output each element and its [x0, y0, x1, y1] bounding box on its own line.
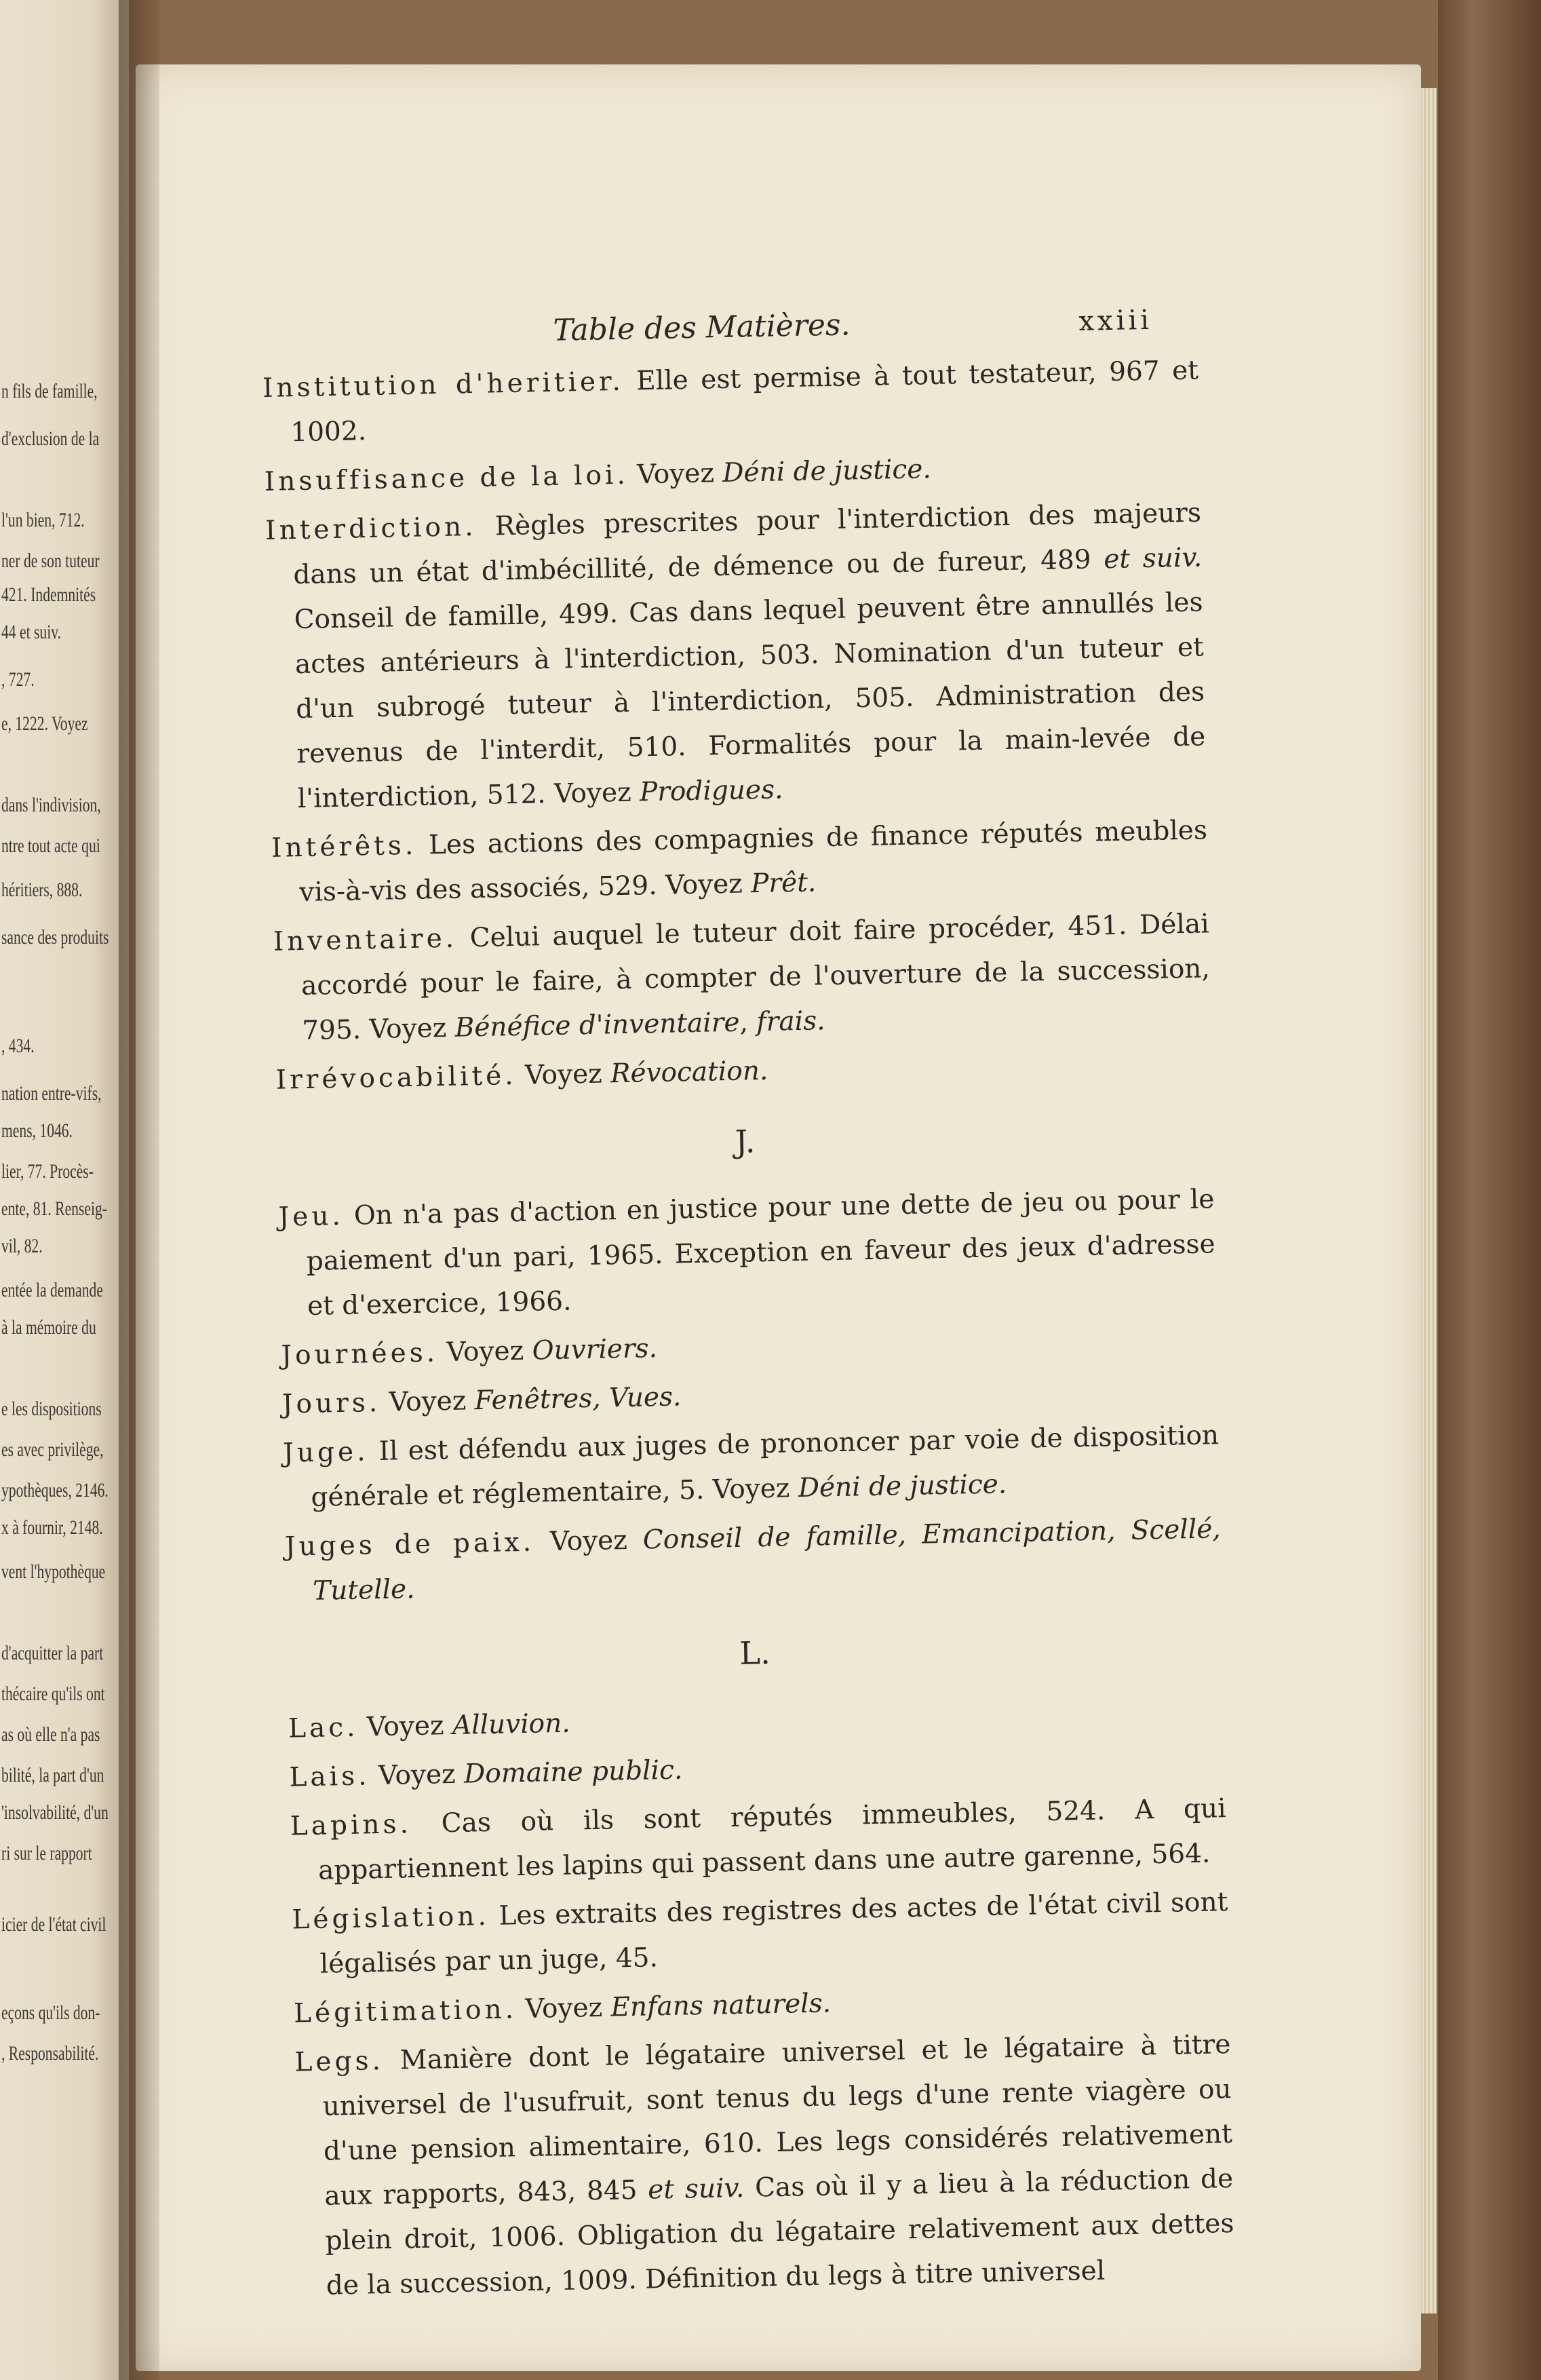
facing-page-line: ner de son tuteur: [1, 550, 100, 572]
entry-headword: Intérêts.: [271, 830, 417, 864]
page-content: [261, 294, 1235, 2314]
entry-text: Voyez: [516, 1992, 611, 2025]
entry-headword: Legs.: [294, 2046, 385, 2078]
index-entry: [265, 491, 1207, 822]
facing-page-line: thécaire qu'ils ont: [1, 1683, 105, 1705]
entry-text: Celui auquel le tuteur doit faire procéder, 451. Délai accordé pour le faire, à compter de l'ouverture de la succession, 795. Voyez: [300, 908, 1211, 1047]
entry-text: Il est défendu aux juges de prononcer par voie de disposition générale et réglementaire, 5. Voyez: [311, 1420, 1220, 1513]
facing-page-line: e, 1222. Voyez: [1, 712, 88, 735]
cross-reference: Ouvriers.: [532, 1333, 658, 1366]
entry-headword: Jeu.: [278, 1200, 345, 1233]
facing-page-line: x à fournir, 2148.: [1, 1516, 103, 1539]
entry-headword: Interdiction.: [265, 511, 477, 546]
entry-text: Voyez: [628, 457, 723, 491]
facing-page-line: bilité, la part d'un: [1, 1764, 104, 1786]
facing-page-line: as où elle n'a pas: [1, 1723, 100, 1746]
facing-page-line: vent l'hypothèque: [1, 1560, 106, 1583]
facing-page-line: ri sur le rapport: [1, 1842, 92, 1864]
facing-page-line: l'un bien, 712.: [1, 509, 85, 531]
facing-page-line: , 727.: [1, 668, 35, 691]
entry-text: ,: [739, 1007, 757, 1038]
cross-reference: et suiv.: [1103, 542, 1203, 575]
entry-headword: Légitimation.: [293, 1994, 518, 2029]
entry-text: Elle est permise à tout testateur, 967 et 1002.: [290, 355, 1199, 448]
facing-page-line: lier, 77. Procès-: [1, 1160, 94, 1183]
entry-text: Manière dont le légataire universel et le légataire à titre universel de l'usufruit, sont tenus du legs d'une rente viagère ou d'une pension alimentaire, 610. Les legs considérés relativement aux rapports, 843, 845: [322, 2029, 1233, 2212]
facing-page-line: ypothèques, 2146.: [1, 1479, 109, 1501]
entry-headword: Irrévocabilité.: [275, 1060, 518, 1096]
entry-text: Voyez: [437, 1335, 533, 1368]
facing-page-line: d'exclusion de la: [1, 427, 100, 450]
cross-reference: Révocation.: [610, 1055, 768, 1090]
facing-page-line: mens, 1046.: [1, 1119, 73, 1142]
page-number: xxiii: [1078, 304, 1153, 337]
facing-page-line: 44 et suiv.: [1, 621, 61, 643]
entry-text: Règles prescrites pour l'interdiction des majeurs dans un état d'imbécillité, de démence ou de fureur, 489: [293, 497, 1202, 591]
entry-headword: Journées.: [281, 1337, 439, 1371]
facing-page-line: nation entre-vifs,: [1, 1082, 102, 1105]
entry-text: On n'a pas d'action en justice pour une dette de jeu ou pour le paiement d'un pari, 1965. Exception en faveur des jeux d'adresse et d'exercice, 1966.: [306, 1184, 1216, 1322]
index-entry: [262, 348, 1200, 455]
facing-page-line: e les dispositions: [1, 1398, 102, 1420]
entry-headword: Jours.: [281, 1387, 381, 1420]
index-entry: [283, 1413, 1220, 1520]
entry-text: Cas où ils sont réputés immeubles, 524. A qui appartiennent les lapins qui passent dans une autre garenne, 564.: [317, 1793, 1227, 1886]
cross-reference: Déni de justice.: [798, 1469, 1007, 1504]
facing-page-line: vil, 82.: [1, 1235, 43, 1257]
entry-headword: Lac.: [288, 1712, 359, 1744]
entry-text: Voyez: [380, 1385, 475, 1418]
facing-page-line: d'acquitter la part: [1, 1642, 104, 1664]
facing-page-line: entée la demande: [1, 1279, 103, 1301]
entry-text: Voyez: [370, 1759, 465, 1792]
cross-reference: et suiv.: [647, 2172, 745, 2206]
running-title: Table des Matières.: [553, 307, 851, 348]
section-letter: J.: [735, 1123, 756, 1160]
index-entry: [290, 1786, 1227, 1894]
facing-page-line: n fils de famille,: [1, 380, 98, 402]
cross-reference: Bénéfice d'inventaire: [454, 1007, 740, 1043]
facing-page-line: dans l'indivision,: [1, 794, 101, 816]
entry-text: Conseil de famille, 499. Cas dans lequel peuvent être annullés les actes antérieurs à l'interdiction, 503. Nomination d'un tuteur et d'un subrogé tuteur à l'interdiction, 505. Administration des revenus de l'interdit, 510. Formalités pour la main-levée de l'interdiction, 512. Voyez: [294, 587, 1206, 815]
entry-text: Les actions des compagnies de finance réputés meubles vis-à-vis des associés, 529. Voyez: [299, 815, 1208, 908]
entry-text: Les extraits des registres des actes de l'état civil sont légalisés par un juge, 45.: [319, 1887, 1228, 1980]
cross-reference: Domaine public.: [463, 1754, 683, 1790]
entry-headword: Législation.: [292, 1900, 490, 1936]
cross-reference: frais.: [756, 1005, 825, 1038]
gutter-shadow: [119, 0, 159, 2380]
index-entry: [292, 1880, 1229, 1987]
index-body: [262, 348, 1236, 2309]
facing-page-line: eçons qu'ils don-: [1, 2001, 100, 2024]
entry-headword: Juge.: [282, 1436, 369, 1469]
index-entry: [273, 902, 1211, 1054]
cross-reference: Prêt.: [750, 867, 817, 900]
facing-page: [0, 0, 129, 2380]
cross-reference: Fenêtres, Vues.: [474, 1381, 682, 1417]
index-entry: [271, 808, 1209, 915]
entry-text: Voyez: [516, 1058, 611, 1091]
cross-reference: Alluvion.: [452, 1708, 571, 1741]
entry-headword: Lapins.: [290, 1809, 412, 1842]
facing-page-line: héritiers, 888.: [1, 879, 83, 901]
section-letter: L.: [739, 1634, 771, 1672]
facing-page-line: à la mémoire du: [1, 1316, 96, 1339]
cross-reference: Enfans naturels.: [610, 1988, 832, 2023]
facing-page-line: , Responsabilité.: [1, 2042, 99, 2065]
entry-text: Cas où il y a lieu à la réduction de plein droit, 1006. Obligation du légataire relativement aux dettes de la succession, 1009. Définition du legs à titre universel: [325, 2163, 1234, 2301]
cross-reference: Conseil de famille, Emancipation, Scellé, Tutelle.: [312, 1514, 1222, 1607]
index-entry: [284, 1507, 1222, 1614]
entry-text: Voyez: [534, 1524, 644, 1558]
entry-headword: Insuffisance de la loi.: [264, 459, 629, 497]
cross-reference: Prodigues.: [639, 774, 783, 808]
facing-page-line: ntre tout acte qui: [1, 834, 100, 857]
book-binding: [1438, 0, 1541, 2380]
entry-headword: Institution d'heritier.: [262, 366, 625, 404]
entry-headword: Juges de paix.: [284, 1527, 535, 1562]
index-entry: [278, 1177, 1217, 1329]
entry-text: Voyez: [358, 1710, 453, 1743]
cross-reference: Déni de justice.: [722, 454, 932, 488]
entry-headword: Inventaire.: [273, 923, 458, 957]
facing-page-line: es avec privilège,: [1, 1438, 104, 1461]
entry-headword: Lais.: [289, 1761, 370, 1793]
facing-page-line: , 434.: [1, 1035, 35, 1057]
facing-page-line: ente, 81. Renseig-: [1, 1197, 107, 1220]
index-entry: [294, 2022, 1235, 2309]
facing-page-line: 421. Indemnités: [1, 583, 96, 606]
facing-page-line: icier de l'état civil: [1, 1913, 106, 1936]
facing-page-line: 'insolvabilité, d'un: [1, 1801, 109, 1824]
facing-page-line: sance des produits: [1, 926, 109, 948]
